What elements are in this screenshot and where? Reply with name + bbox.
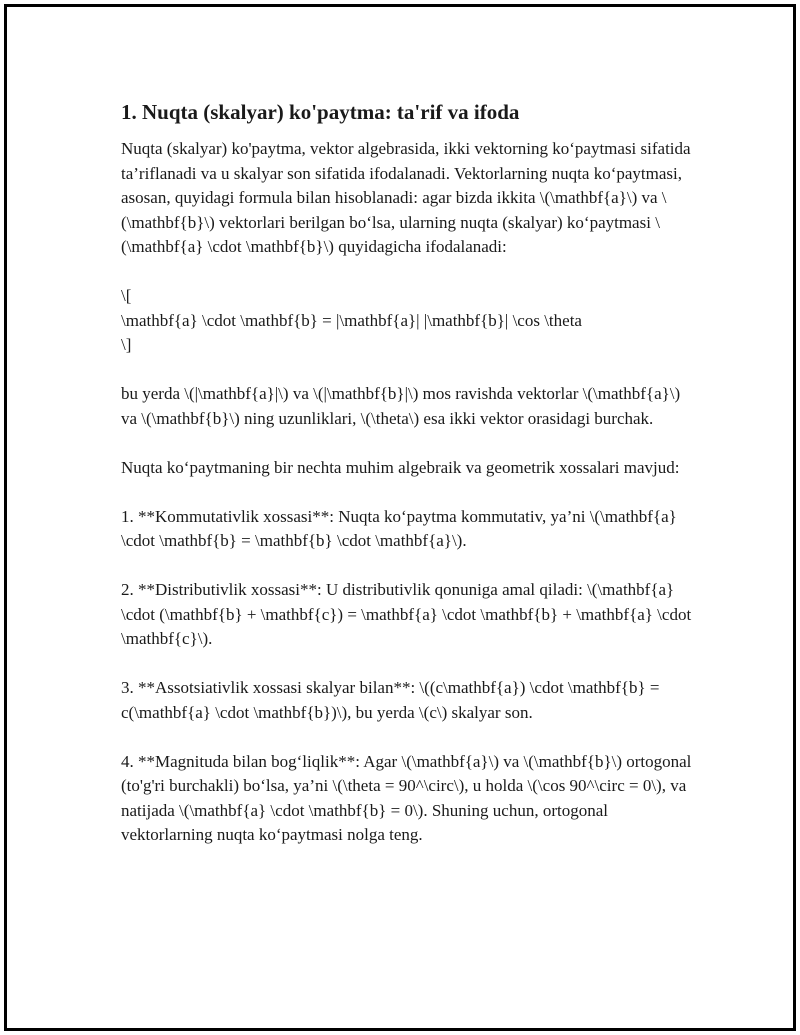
section-title: 1. Nuqta (skalyar) ko'paytma: ta'rif va ifoda	[121, 100, 520, 124]
paragraph-gap	[121, 431, 696, 456]
formula-close: \]	[121, 335, 132, 354]
paragraph-gap	[121, 652, 696, 677]
properties-intro-paragraph: Nuqta ko‘paytmaning bir nechta muhim algebraik va geometrik xossalari mavjud:	[121, 457, 680, 477]
intro-paragraph: Nuqta (skalyar) ko'paytma, vektor algebrasida, ikki vektorning ko‘paytmasi sifatida ta’riflanadi va u skalyar son sifatida ifodalanadi. Vektorlarning nuqta ko‘paytmasi, asosan, quyidagi formula bilan hisoblanadi: agar bizda ikkita \(\mathbf{a}\) va \(\mathbf{b}\) vektorlari berilgan bo‘lsa, ularning nuqta (skalyar) ko‘paytmasi \(\mathbf{a} \cdot \mathbf{b}\) quyidagicha ifodalanadi:	[121, 139, 691, 256]
property-item-commutativity: 1. **Kommutativlik xossasi**: Nuqta ko‘paytma kommutativ, ya’ni \(\mathbf{a} \cdot \mathbf{b} = \mathbf{b} \cdot \mathbf{a}\).	[121, 506, 677, 550]
formula-line: \mathbf{a} \cdot \mathbf{b} = |\mathbf{a}| |\mathbf{b}| \cos \theta	[121, 310, 582, 330]
property-item-magnitude: 4. **Magnituda bilan bog‘liqlik**: Agar \(\mathbf{a}\) va \(\mathbf{b}\) ortogonal (to'g'ri burchakli) bo‘lsa, ya’ni \(\theta = 90^\circ\), u holda \(\cos 90^\circ = 0\), va natijada \(\mathbf{a} \cdot \mathbf{b} = 0\). Shuning uchun, ortogonal vektorlarning nuqta ko‘paytmasi nolga teng.	[121, 751, 692, 844]
paragraph-gap	[121, 554, 696, 579]
paragraph-gap	[121, 480, 696, 505]
page-frame	[4, 4, 796, 1031]
property-item-associativity: 3. **Assotsiativlik xossasi skalyar bilan**: \((c\mathbf{a}) \cdot \mathbf{b} = c(\mathbf{a} \cdot \mathbf{b})\), bu yerda \(c\) skalyar son.	[121, 678, 660, 722]
explanation-paragraph: bu yerda \(|\mathbf{a}|\) va \(|\mathbf{b}|\) mos ravishda vektorlar \(\mathbf{a}\) va \(\mathbf{b}\) ning uzunliklari, \(\theta\) esa ikki vektor orasidagi burchak.	[121, 384, 681, 428]
property-item-distributivity: 2. **Distributivlik xossasi**: U distributivlik qonuniga amal qiladi: \(\mathbf{a} \cdot (\mathbf{b} + \mathbf{c}) = \mathbf{a} \cdot \mathbf{b} + \mathbf{a} \cdot \mathbf{c}\).	[121, 580, 692, 648]
paragraph-gap	[121, 260, 696, 285]
paragraph-gap	[121, 358, 696, 383]
formula-open: \[	[121, 286, 132, 305]
paragraph-gap	[121, 725, 696, 750]
document-content	[121, 97, 696, 848]
